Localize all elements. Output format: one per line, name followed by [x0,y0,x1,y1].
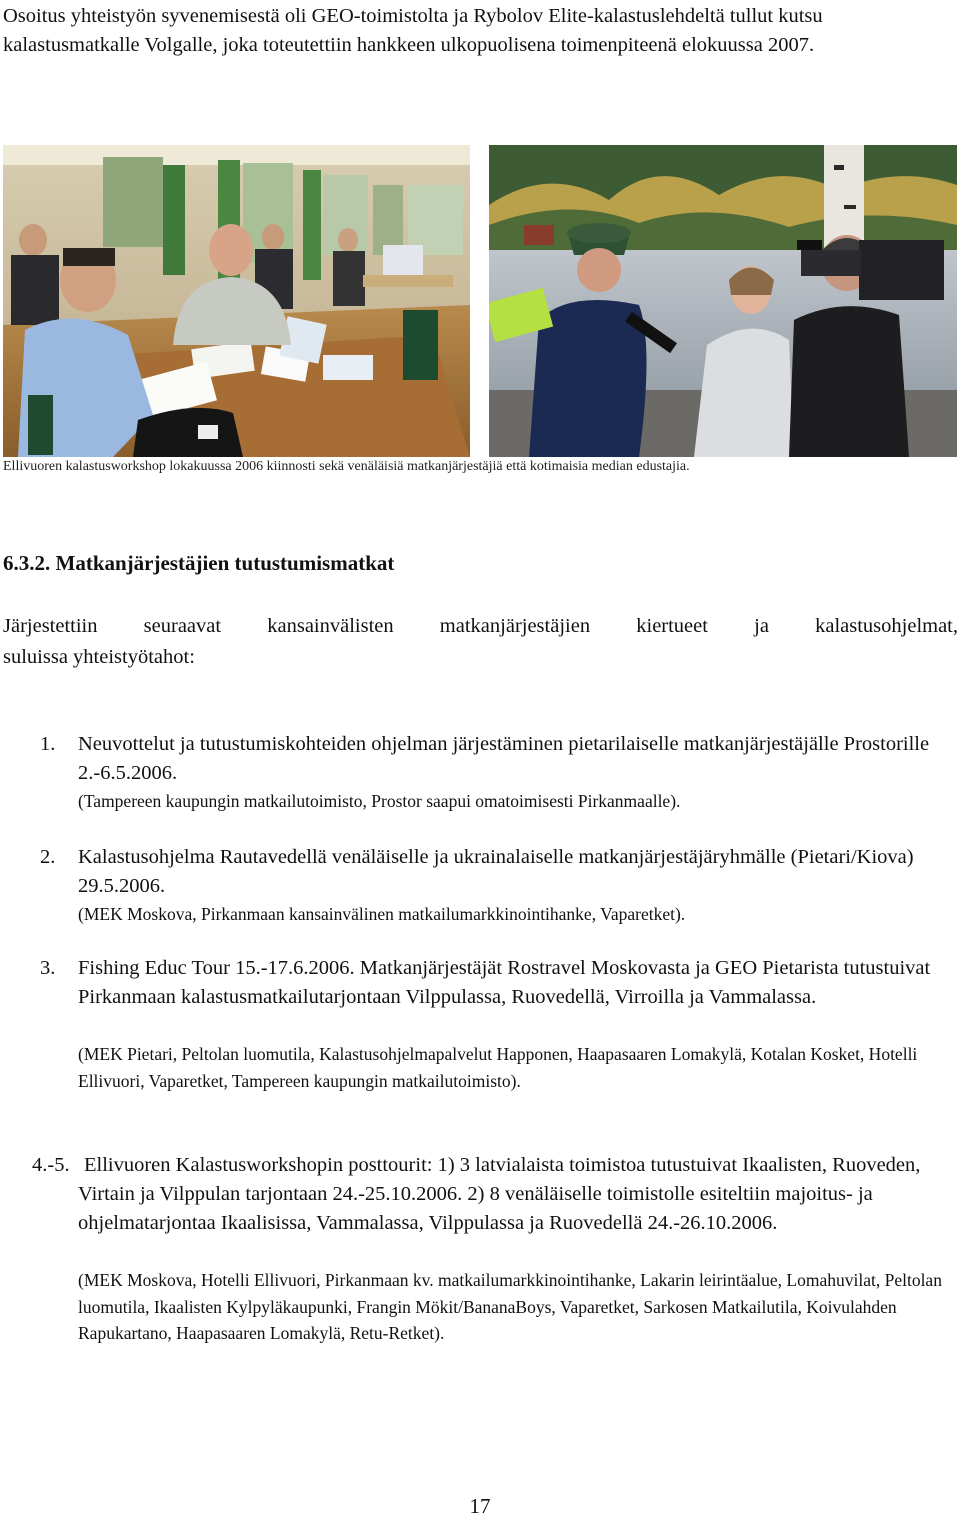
list-item-number: 2. [40,846,56,868]
intro-paragraph: Osoitus yhteistyön syvenemisestä oli GEO-toimistolta ja Rybolov Elite-kalastuslehdeltä tullut kutsu kalastusmatkalle Volgalle, joka toteutettiin hankkeen ulkopuolisena toimenpiteenä elokuussa 2007. [3,5,823,56]
list-item-text: Fishing Educ Tour 15.-17.6.2006. Matkanjärjestäjät Rostravel Moskovasta ja GEO Pietarista tutustuivat Pirkanmaan kalastusmatkailutarjontaan Vilppulassa, Ruovedellä, Virroilla ja Vammalassa. [78,957,931,1008]
list-item-note: (Tampereen kaupungin matkailutoimisto, Prostor saapui omatoimisesti Pirkanmaalle). [78,791,681,811]
list-item-text: Ellivuoren Kalastusworkshopin posttourit: 1) 3 latvialaista toimistoa tutustuivat Ikaalisten, Ruoveden, Virtain ja Vilppulan tarjontaan 24.-25.10.2006. 2) 8 venäläiselle toimistolle esiteltiin majoitus- ja ohjelmatarjontaa Ikaalisissa, Vammalassa, Vilppulassa ja Ruovedellä 24.-26.10.2006. [78,1154,921,1234]
list-item-number: 3. [40,957,56,979]
interview-photo [489,145,957,457]
section-heading: 6.3.2. Matkanjärjestäjien tutustumismatkat [3,551,395,575]
workshop-photo [3,145,470,457]
list-item-text: Kalastusohjelma Rautavedellä venäläiselle ja ukrainalaiselle matkanjärjestäjäryhmälle (Pietari/Kiova) 29.5.2006. [78,846,914,897]
list-item-note: (MEK Moskova, Hotelli Ellivuori, Pirkanmaan kv. matkailumarkkinointihanke, Lakarin leirintäalue, Lomahuvilat, Peltolan luomutila, Ikaalisten Kylpyläkaupunki, Frangin Mökit/BananaBoys, Vaparetket, Sarkosen Matkailutila, Koivulahden Rapukartano, Haapasaaren Lomakylä, Retu-Retket). [78,1270,942,1343]
paragraph-line-1: Järjestettiin seuraavat kansainvälisten matkanjärjestäjien kiertueet ja kalastusohjelmat, [3,615,958,637]
list-item-text: Neuvottelut ja tutustumiskohteiden ohjelman järjestäminen pietarilaiselle matkanjärjestäjälle Prostorille 2.-6.5.2006. [78,733,930,784]
list-item-number: 1. [40,733,56,755]
photo-caption: Ellivuoren kalastusworkshop lokakuussa 2006 kiinnosti sekä venäläisiä matkanjärjestäjiä että kotimaisia median edustajia. [3,459,690,474]
page-number: 17 [469,1494,491,1518]
list-item-number: 4.-5. [32,1154,70,1176]
list-item-note: (MEK Moskova, Pirkanmaan kansainvälinen matkailumarkkinointihanke, Vaparetket). [78,904,686,924]
paragraph-line-2: suluissa yhteistyötahot: [3,646,195,668]
intro-list-paragraph [3,611,958,673]
list-item-note: (MEK Pietari, Peltolan luomutila, Kalastusohjelmapalvelut Happonen, Haapasaaren Lomakylä, Kotalan Kosket, Hotelli Ellivuori, Vaparetket, Tampereen kaupungin matkailutoimisto). [78,1044,918,1091]
